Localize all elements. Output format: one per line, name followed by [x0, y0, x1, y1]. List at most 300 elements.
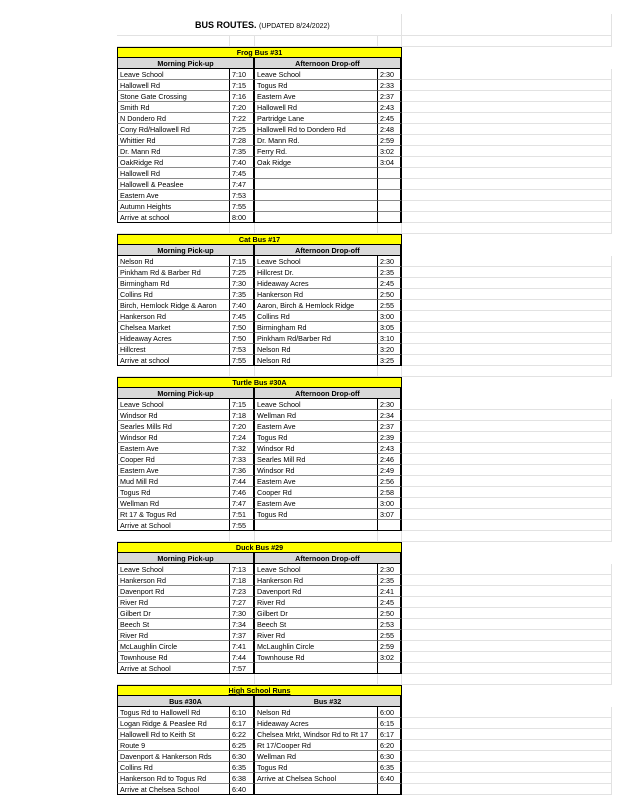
dropoff-name: [255, 663, 378, 674]
stop-time: 7:53: [230, 344, 255, 355]
route-row: [117, 190, 612, 201]
dropoff-time: 2:45: [378, 113, 402, 124]
route-row: [117, 509, 612, 520]
dropoff-time: 2:55: [378, 300, 402, 311]
dropoff-time: 2:30: [378, 399, 402, 410]
right-column-header: Afternoon Drop-off: [255, 58, 402, 69]
stop-name: Eastern Ave: [117, 190, 230, 201]
left-column-header: Bus #30A: [117, 696, 255, 707]
stop-time: 7:45: [230, 311, 255, 322]
route-row: [117, 278, 612, 289]
route-row: [117, 476, 612, 487]
stop-name: Davenport & Hankerson Rds: [117, 751, 230, 762]
stop-time: 7:27: [230, 597, 255, 608]
route-row: [117, 333, 612, 344]
spacer-row: [117, 674, 612, 685]
stop-time: 6:25: [230, 740, 255, 751]
dropoff-time: 3:25: [378, 355, 402, 366]
dropoff-time: 3:00: [378, 311, 402, 322]
stop-time: 7:15: [230, 399, 255, 410]
stop-name: Hallowell Rd: [117, 80, 230, 91]
route-row: [117, 355, 612, 366]
stop-time: 7:24: [230, 432, 255, 443]
dropoff-time: 2:49: [378, 465, 402, 476]
stop-time: 7:53: [230, 190, 255, 201]
stop-time: 7:50: [230, 333, 255, 344]
column-headers: [117, 388, 612, 399]
stop-time: 7:10: [230, 69, 255, 80]
dropoff-time: [378, 520, 402, 531]
dropoff-name: [255, 201, 378, 212]
stop-name: Hankerson Rd to Togus Rd: [117, 773, 230, 784]
route-row: [117, 201, 612, 212]
dropoff-name: Collins Rd: [255, 311, 378, 322]
bus-header: [117, 542, 612, 553]
stop-name: Davenport Rd: [117, 586, 230, 597]
column-headers: [117, 696, 612, 707]
stop-time: 6:38: [230, 773, 255, 784]
stop-time: 7:30: [230, 608, 255, 619]
route-row: [117, 498, 612, 509]
dropoff-name: Chelsea Mrkt, Windsor Rd to Rt 17: [255, 729, 378, 740]
stop-name: Windsor Rd: [117, 432, 230, 443]
stop-time: 7:32: [230, 443, 255, 454]
route-row: [117, 102, 612, 113]
dropoff-name: Aaron, Birch & Hemlock Ridge: [255, 300, 378, 311]
stop-time: 6:35: [230, 762, 255, 773]
bus-header: [117, 377, 612, 388]
stop-name: Autumn Heights: [117, 201, 230, 212]
stop-time: 7:50: [230, 322, 255, 333]
dropoff-name: Leave School: [255, 256, 378, 267]
dropoff-time: 2:35: [378, 575, 402, 586]
route-row: [117, 575, 612, 586]
stop-name: Hankerson Rd: [117, 311, 230, 322]
dropoff-name: Ferry Rd.: [255, 146, 378, 157]
left-column-header: Morning Pick-up: [117, 58, 255, 69]
stop-time: 6:40: [230, 784, 255, 795]
bus-header: [117, 234, 612, 245]
route-row: [117, 179, 612, 190]
spacer-row: [117, 531, 612, 542]
stop-name: Beech St: [117, 619, 230, 630]
dropoff-time: [378, 190, 402, 201]
stop-time: 7:22: [230, 113, 255, 124]
route-row: [117, 432, 612, 443]
stop-name: Dr. Mann Rd: [117, 146, 230, 157]
dropoff-name: [255, 190, 378, 201]
stop-name: Pinkham Rd & Barber Rd: [117, 267, 230, 278]
dropoff-time: 3:04: [378, 157, 402, 168]
left-column-header: Morning Pick-up: [117, 553, 255, 564]
stop-name: Arrive at Chelsea School: [117, 784, 230, 795]
dropoff-name: Eastern Ave: [255, 421, 378, 432]
dropoff-name: River Rd: [255, 597, 378, 608]
stop-time: 7:47: [230, 179, 255, 190]
dropoff-time: 2:30: [378, 256, 402, 267]
route-row: [117, 344, 612, 355]
stop-time: 7:25: [230, 267, 255, 278]
stop-time: 7:36: [230, 465, 255, 476]
stop-name: River Rd: [117, 630, 230, 641]
document-title: BUS ROUTES. (UPDATED 8/24/2022): [117, 14, 402, 36]
route-row: [117, 641, 612, 652]
dropoff-name: Gilbert Dr: [255, 608, 378, 619]
dropoff-name: Pinkham Rd/Barber Rd: [255, 333, 378, 344]
stop-name: Birmingham Rd: [117, 278, 230, 289]
dropoff-name: Beech St: [255, 619, 378, 630]
route-row: [117, 168, 612, 179]
dropoff-time: 2:43: [378, 102, 402, 113]
stop-name: Collins Rd: [117, 289, 230, 300]
stop-name: N Dondero Rd: [117, 113, 230, 124]
bus-header: [117, 685, 612, 696]
route-row: [117, 454, 612, 465]
dropoff-name: Nelson Rd: [255, 344, 378, 355]
dropoff-time: 2:35: [378, 267, 402, 278]
dropoff-time: 2:50: [378, 289, 402, 300]
stop-time: 7:20: [230, 421, 255, 432]
route-row: [117, 652, 612, 663]
stop-name: Leave School: [117, 564, 230, 575]
dropoff-time: 2:53: [378, 619, 402, 630]
stop-time: 7:30: [230, 278, 255, 289]
dropoff-name: Oak Ridge: [255, 157, 378, 168]
dropoff-name: [255, 520, 378, 531]
stop-time: 6:30: [230, 751, 255, 762]
dropoff-name: Birmingham Rd: [255, 322, 378, 333]
route-row: [117, 465, 612, 476]
stop-time: 8:00: [230, 212, 255, 223]
dropoff-time: [378, 784, 402, 795]
stop-name: Arrive at School: [117, 520, 230, 531]
dropoff-time: 2:43: [378, 443, 402, 454]
stop-time: 7:35: [230, 146, 255, 157]
stop-time: 7:55: [230, 520, 255, 531]
route-row: [117, 421, 612, 432]
route-row: [117, 289, 612, 300]
dropoff-time: [378, 663, 402, 674]
stop-time: 7:41: [230, 641, 255, 652]
stop-time: 7:33: [230, 454, 255, 465]
dropoff-name: Wellman Rd: [255, 410, 378, 421]
dropoff-time: 2:30: [378, 564, 402, 575]
dropoff-name: Wellman Rd: [255, 751, 378, 762]
dropoff-name: Hideaway Acres: [255, 718, 378, 729]
stop-name: Hideaway Acres: [117, 333, 230, 344]
dropoff-time: 6:40: [378, 773, 402, 784]
stop-name: Cony Rd/Hallowell Rd: [117, 124, 230, 135]
dropoff-name: Hillcrest Dr.: [255, 267, 378, 278]
dropoff-time: 3:02: [378, 146, 402, 157]
route-row: [117, 124, 612, 135]
left-column-header: Morning Pick-up: [117, 388, 255, 399]
route-row: [117, 487, 612, 498]
dropoff-time: 2:30: [378, 69, 402, 80]
stop-name: Leave School: [117, 69, 230, 80]
dropoff-time: 2:58: [378, 487, 402, 498]
bus-name: Turtle Bus #30A: [117, 377, 402, 388]
dropoff-name: McLaughlin Circle: [255, 641, 378, 652]
route-row: [117, 113, 612, 124]
dropoff-name: Togus Rd: [255, 509, 378, 520]
stop-time: 7:46: [230, 487, 255, 498]
route-row: [117, 520, 612, 531]
bus-name: Frog Bus #31: [117, 47, 402, 58]
dropoff-name: Arrive at Chelsea School: [255, 773, 378, 784]
stop-time: 6:22: [230, 729, 255, 740]
dropoff-time: 3:07: [378, 509, 402, 520]
dropoff-name: Nelson Rd: [255, 355, 378, 366]
stop-name: Cooper Rd: [117, 454, 230, 465]
dropoff-time: 2:45: [378, 278, 402, 289]
dropoff-time: 2:41: [378, 586, 402, 597]
bus-name: High School Runs: [117, 685, 402, 696]
stop-time: 7:15: [230, 256, 255, 267]
dropoff-time: 6:00: [378, 707, 402, 718]
route-row: [117, 399, 612, 410]
route-row: [117, 135, 612, 146]
dropoff-time: 6:17: [378, 729, 402, 740]
route-row: [117, 586, 612, 597]
column-headers: [117, 553, 612, 564]
dropoff-time: 2:45: [378, 597, 402, 608]
dropoff-name: Eastern Ave: [255, 91, 378, 102]
dropoff-name: [255, 212, 378, 223]
stop-time: 7:16: [230, 91, 255, 102]
dropoff-time: 6:30: [378, 751, 402, 762]
stop-time: 7:45: [230, 168, 255, 179]
stop-name: Windsor Rd: [117, 410, 230, 421]
route-row: [117, 80, 612, 91]
route-row: [117, 762, 612, 773]
dropoff-name: Hideaway Acres: [255, 278, 378, 289]
route-row: [117, 300, 612, 311]
column-headers: [117, 58, 612, 69]
right-column-header: Afternoon Drop-off: [255, 553, 402, 564]
stop-time: 7:55: [230, 201, 255, 212]
stop-time: 6:10: [230, 707, 255, 718]
bus-name: Duck Bus #29: [117, 542, 402, 553]
stop-name: Mud Mill Rd: [117, 476, 230, 487]
stop-time: 7:37: [230, 630, 255, 641]
stop-time: 7:55: [230, 355, 255, 366]
route-row: [117, 718, 612, 729]
dropoff-time: 6:15: [378, 718, 402, 729]
stop-time: 7:40: [230, 300, 255, 311]
dropoff-name: [255, 168, 378, 179]
stop-name: OakRidge Rd: [117, 157, 230, 168]
dropoff-name: [255, 784, 378, 795]
bus-routes-sheet: [117, 14, 612, 795]
route-row: [117, 619, 612, 630]
dropoff-name: Windsor Rd: [255, 443, 378, 454]
stop-name: Birch, Hemlock Ridge & Aaron: [117, 300, 230, 311]
spacer-row: [117, 366, 612, 377]
bus-sections: [117, 36, 612, 795]
dropoff-time: 2:55: [378, 630, 402, 641]
stop-name: Hankerson Rd: [117, 575, 230, 586]
stop-name: Smith Rd: [117, 102, 230, 113]
route-row: [117, 212, 612, 223]
stop-time: 7:34: [230, 619, 255, 630]
route-row: [117, 69, 612, 80]
dropoff-name: Eastern Ave: [255, 498, 378, 509]
stop-name: Route 9: [117, 740, 230, 751]
dropoff-time: 2:33: [378, 80, 402, 91]
stop-time: 7:20: [230, 102, 255, 113]
right-column-header: Bus #32: [255, 696, 402, 707]
stop-time: 7:28: [230, 135, 255, 146]
stop-time: 7:51: [230, 509, 255, 520]
dropoff-name: Searles Mill Rd: [255, 454, 378, 465]
route-row: [117, 740, 612, 751]
stop-name: Arrive at school: [117, 212, 230, 223]
dropoff-name: Eastern Ave: [255, 476, 378, 487]
stop-name: River Rd: [117, 597, 230, 608]
stop-time: 7:25: [230, 124, 255, 135]
route-row: [117, 608, 612, 619]
stop-name: Rt 17 & Togus Rd: [117, 509, 230, 520]
dropoff-time: 2:34: [378, 410, 402, 421]
stop-name: Hallowell Rd to Keith St: [117, 729, 230, 740]
route-row: [117, 443, 612, 454]
dropoff-time: 2:39: [378, 432, 402, 443]
dropoff-time: 3:00: [378, 498, 402, 509]
stop-name: Whittier Rd: [117, 135, 230, 146]
route-row: [117, 267, 612, 278]
dropoff-time: 2:48: [378, 124, 402, 135]
stop-time: 7:18: [230, 575, 255, 586]
dropoff-time: 3:02: [378, 652, 402, 663]
right-column-header: Afternoon Drop-off: [255, 245, 402, 256]
stop-time: 7:13: [230, 564, 255, 575]
dropoff-time: [378, 179, 402, 190]
dropoff-time: 6:20: [378, 740, 402, 751]
dropoff-name: [255, 179, 378, 190]
dropoff-name: Windsor Rd: [255, 465, 378, 476]
dropoff-time: 2:46: [378, 454, 402, 465]
route-row: [117, 663, 612, 674]
stop-time: 7:47: [230, 498, 255, 509]
stop-name: Eastern Ave: [117, 443, 230, 454]
route-row: [117, 751, 612, 762]
stop-name: Gilbert Dr: [117, 608, 230, 619]
dropoff-time: 6:35: [378, 762, 402, 773]
dropoff-time: [378, 168, 402, 179]
route-row: [117, 157, 612, 168]
stop-name: Hillcrest: [117, 344, 230, 355]
stop-time: 7:40: [230, 157, 255, 168]
stop-time: 6:17: [230, 718, 255, 729]
dropoff-time: 3:20: [378, 344, 402, 355]
dropoff-name: Townhouse Rd: [255, 652, 378, 663]
stop-name: Eastern Ave: [117, 465, 230, 476]
dropoff-name: Togus Rd: [255, 762, 378, 773]
route-row: [117, 707, 612, 718]
column-headers: [117, 245, 612, 256]
stop-time: 7:18: [230, 410, 255, 421]
stop-name: Nelson Rd: [117, 256, 230, 267]
route-row: [117, 322, 612, 333]
route-row: [117, 311, 612, 322]
stop-name: Stone Gate Crossing: [117, 91, 230, 102]
stop-name: Chelsea Market: [117, 322, 230, 333]
stop-name: Wellman Rd: [117, 498, 230, 509]
stop-name: Searles Mills Rd: [117, 421, 230, 432]
dropoff-time: 3:05: [378, 322, 402, 333]
dropoff-name: Togus Rd: [255, 432, 378, 443]
bus-name: Cat Bus #17: [117, 234, 402, 245]
route-row: [117, 729, 612, 740]
dropoff-time: [378, 212, 402, 223]
stop-name: Hallowell & Peaslee: [117, 179, 230, 190]
route-row: [117, 564, 612, 575]
dropoff-name: Leave School: [255, 69, 378, 80]
stop-name: McLaughlin Circle: [117, 641, 230, 652]
dropoff-name: Dr. Mann Rd.: [255, 135, 378, 146]
spacer-row: [117, 223, 612, 234]
stop-time: 7:44: [230, 476, 255, 487]
stop-name: Arrive at school: [117, 355, 230, 366]
dropoff-name: Leave School: [255, 399, 378, 410]
stop-time: 7:44: [230, 652, 255, 663]
stop-name: Logan Ridge & Peaslee Rd: [117, 718, 230, 729]
dropoff-name: Cooper Rd: [255, 487, 378, 498]
dropoff-name: River Rd: [255, 630, 378, 641]
route-row: [117, 91, 612, 102]
left-column-header: Morning Pick-up: [117, 245, 255, 256]
dropoff-time: 2:37: [378, 421, 402, 432]
dropoff-time: 2:59: [378, 135, 402, 146]
route-row: [117, 256, 612, 267]
route-row: [117, 630, 612, 641]
right-column-header: Afternoon Drop-off: [255, 388, 402, 399]
stop-name: Leave School: [117, 399, 230, 410]
dropoff-name: Nelson Rd: [255, 707, 378, 718]
stop-time: 7:57: [230, 663, 255, 674]
stop-name: Togus Rd: [117, 487, 230, 498]
dropoff-name: Partridge Lane: [255, 113, 378, 124]
dropoff-time: 2:50: [378, 608, 402, 619]
dropoff-name: Hallowell Rd: [255, 102, 378, 113]
dropoff-time: 2:59: [378, 641, 402, 652]
route-row: [117, 773, 612, 784]
dropoff-name: Davenport Rd: [255, 586, 378, 597]
dropoff-time: 3:10: [378, 333, 402, 344]
route-row: [117, 146, 612, 157]
dropoff-name: Hallowell Rd to Dondero Rd: [255, 124, 378, 135]
stop-name: Collins Rd: [117, 762, 230, 773]
spacer-row: [117, 36, 612, 47]
stop-time: 7:35: [230, 289, 255, 300]
stop-time: 7:15: [230, 80, 255, 91]
dropoff-time: [378, 201, 402, 212]
bus-header: [117, 47, 612, 58]
dropoff-name: Togus Rd: [255, 80, 378, 91]
dropoff-name: Leave School: [255, 564, 378, 575]
dropoff-time: 2:56: [378, 476, 402, 487]
stop-name: Townhouse Rd: [117, 652, 230, 663]
stop-time: 7:23: [230, 586, 255, 597]
dropoff-name: Hankerson Rd: [255, 575, 378, 586]
route-row: [117, 597, 612, 608]
dropoff-name: Hankerson Rd: [255, 289, 378, 300]
stop-name: Arrive at School: [117, 663, 230, 674]
route-row: [117, 784, 612, 795]
dropoff-time: 2:37: [378, 91, 402, 102]
dropoff-name: Rt 17/Cooper Rd: [255, 740, 378, 751]
